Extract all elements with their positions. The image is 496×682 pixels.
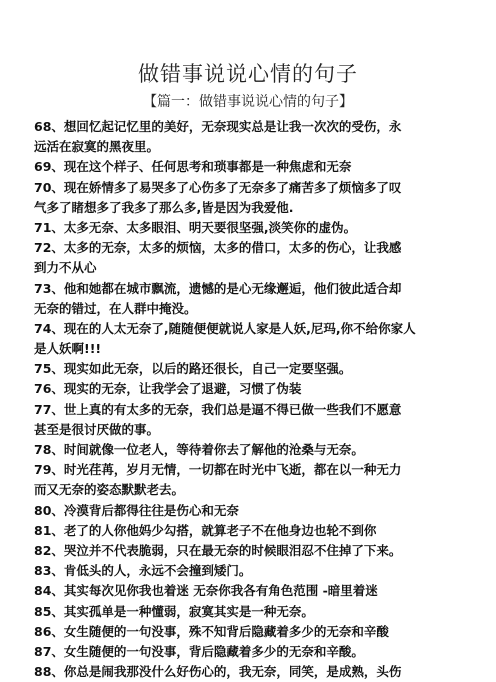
text-line: 70、现在娇情多了易哭多了心伤多了无奈多了痛苦多了烦恼多了叹 (34, 179, 402, 195)
text-line: 85、其实孤单是一种懂弱，寂寞其实是一种无奈。 (34, 603, 314, 619)
text-line: 无奈的错过，在人群中掩没。 (34, 300, 197, 316)
text-line: 73、他和她都在城市飘流，遗憾的是心无缘邂逅，他们彼此适合却 (34, 280, 402, 296)
text-line: 76、现实的无奈，让我学会了退避，习惯了伪装 (34, 381, 302, 397)
document-title: 做错事说说心情的句子 (138, 62, 358, 86)
text-line: 到力不从心 (34, 260, 97, 276)
text-line: 68、想回忆起记忆里的美好，无奈现实总是让我一次次的受伤，永 (34, 119, 402, 134)
text-line: 74、现在的人太无奈了,随随便便就说人家是人妖,尼玛,你不给你家人 (34, 320, 416, 336)
text-line: 是人妖啊!!! (34, 341, 102, 357)
text-line: 77、世上真的有太多的无奈，我们总是逼不得已做一些我们不愿意 (34, 401, 402, 417)
text-line: 71、太多无奈、太多眼泪、明天要很坚强,淡笑你的虚伪。 (34, 219, 357, 235)
text-line: 81、老了的人你他妈少勾搭，就算老子不在他身边也轮不到你 (34, 522, 377, 538)
text-line: 甚至是很讨厌做的事。 (34, 421, 160, 437)
text-line: 86、女生随便的一句没事，殊不知背后隐藏着多少的无奈和辛酸 (34, 623, 389, 639)
text-line: 气多了睹想多了我多了那么多,皆是因为我爱他. (34, 199, 294, 215)
text-line: 84、其实每次见你我也着迷 无奈你我各有角色范围 -暗里着迷 (34, 583, 378, 599)
text-line: 远活在寂寞的黑夜里。 (34, 139, 160, 155)
text-line: 而又无奈的姿态默默老去。 (34, 482, 185, 498)
text-line: 88、你总是闹我那没什么好伤心的，我无奈，同笑，是成熟，头伤 (34, 664, 402, 680)
text-line: 69、现在这个样子、任何思考和琐事都是一种焦虑和无奈 (34, 159, 352, 175)
text-body (34, 117, 434, 682)
text-line: 82、哭泣并不代表脆弱，只在最无奈的时候眼泪忍不住掉了下来。 (34, 542, 402, 558)
text-line: 72、太多的无奈，太多的烦恼，太多的借口，太多的伤心，让我感 (34, 240, 402, 256)
text-line: 83、肯低头的人，永远不会撞到矮门。 (34, 563, 252, 579)
document-subtitle: 【篇一：做错事说说心情的句子】 (143, 94, 353, 110)
text-line: 87、女生随便的一句没事，背后隐藏着多少的无奈和辛酸。 (34, 643, 364, 659)
text-line: 80、冷漠背后都得往往是伤心和无奈 (34, 502, 239, 518)
text-line: 78、时间就像一位老人，等待着你去了解他的沧桑与无奈。 (34, 442, 364, 457)
text-line: 79、时光荏苒，岁月无情，一切都在时光中飞逝，都在以一种无力 (34, 462, 402, 478)
text-line: 75、现实如此无奈，以后的路还很长，自己一定要坚强。 (34, 361, 352, 377)
